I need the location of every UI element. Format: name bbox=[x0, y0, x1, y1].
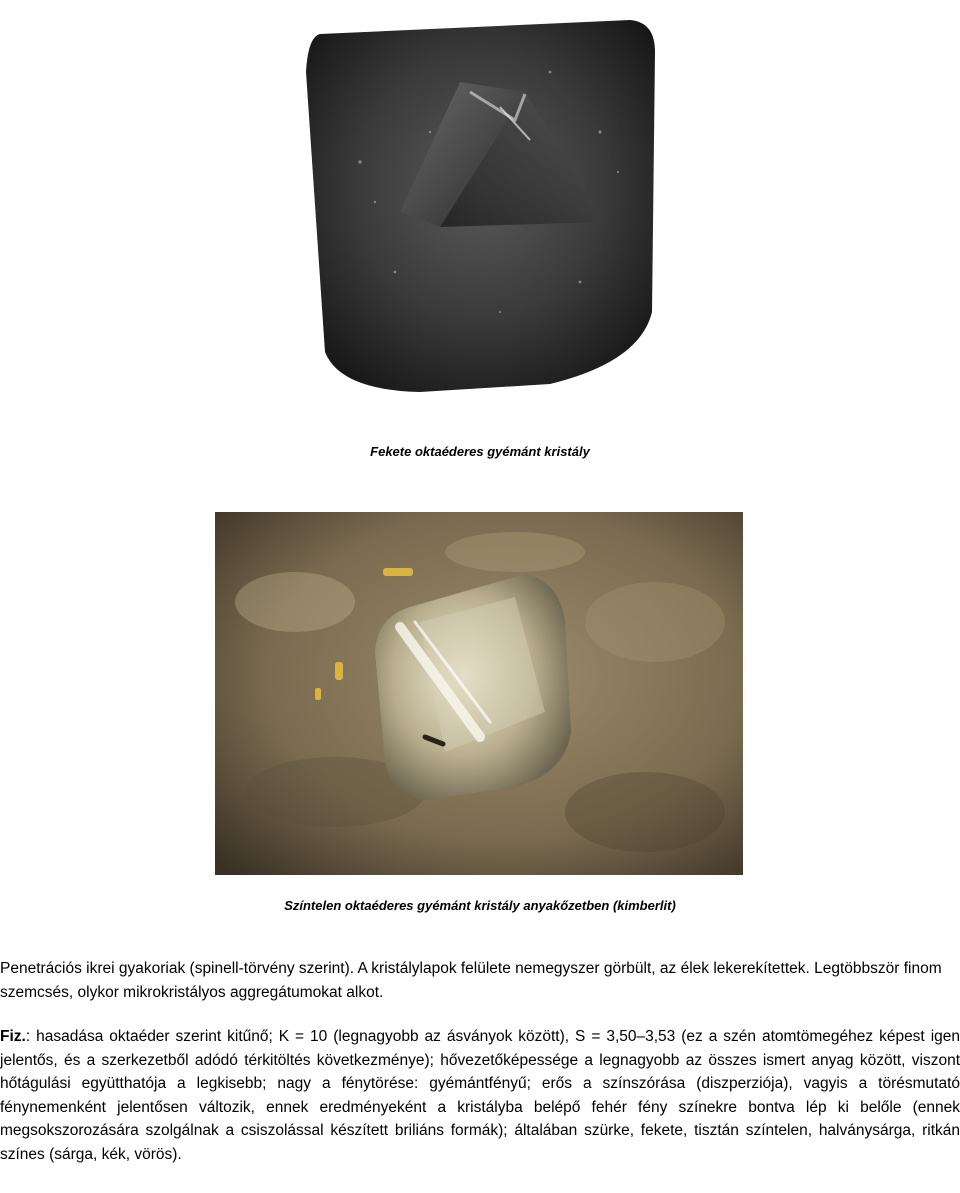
physical-properties-label: Fiz. bbox=[0, 1028, 26, 1045]
paragraph-physical-properties bbox=[0, 1025, 960, 1166]
figure-caption-1: Fekete oktaéderes gyémánt kristály bbox=[370, 444, 590, 459]
colorless-diamond-in-kimberlite-photo bbox=[215, 512, 743, 875]
black-octahedral-diamond-photo bbox=[300, 12, 665, 407]
paragraph-twinning: Penetrációs ikrei gyakoriak (spinell-törvény szerint). A kristálylapok felülete nemegyszer görbült, az élek lekerekítettek. Legtöbbször finom szemcsés, olykor mikrokristályos aggregátumokat alkot. bbox=[0, 960, 942, 1001]
physical-properties-text: : hasadása oktaéder szerint kitűnő; K = 10 (legnagyobb az ásványok között), S = 3,50–3,53 (ez a szén atomtömegéhez képest igen jelentős, és a szerkezetből adódó térkitöltés következménye); hővezetőképessége a legnagyobb az összes ismert anyag között, viszont hőtágulási együtthatója a legkisebb; nagy a fénytörése: gyémántfényű; erős a színszórása (diszperziója), vagyis a törésmutató fénynemenként jelentősen változik, ennek eredményeként a kristályba belépő fehér fény színekre bontva lép ki belőle (ennek megsokszorozására szolgálnak a csiszolással készített briliáns formák); általában szürke, fekete, tisztán színtelen, halványsárga, ritkán színes (sárga, kék, vörös). bbox=[0, 1028, 960, 1163]
figure-caption-2: Színtelen oktaéderes gyémánt kristály anyakőzetben (kimberlit) bbox=[284, 898, 676, 913]
